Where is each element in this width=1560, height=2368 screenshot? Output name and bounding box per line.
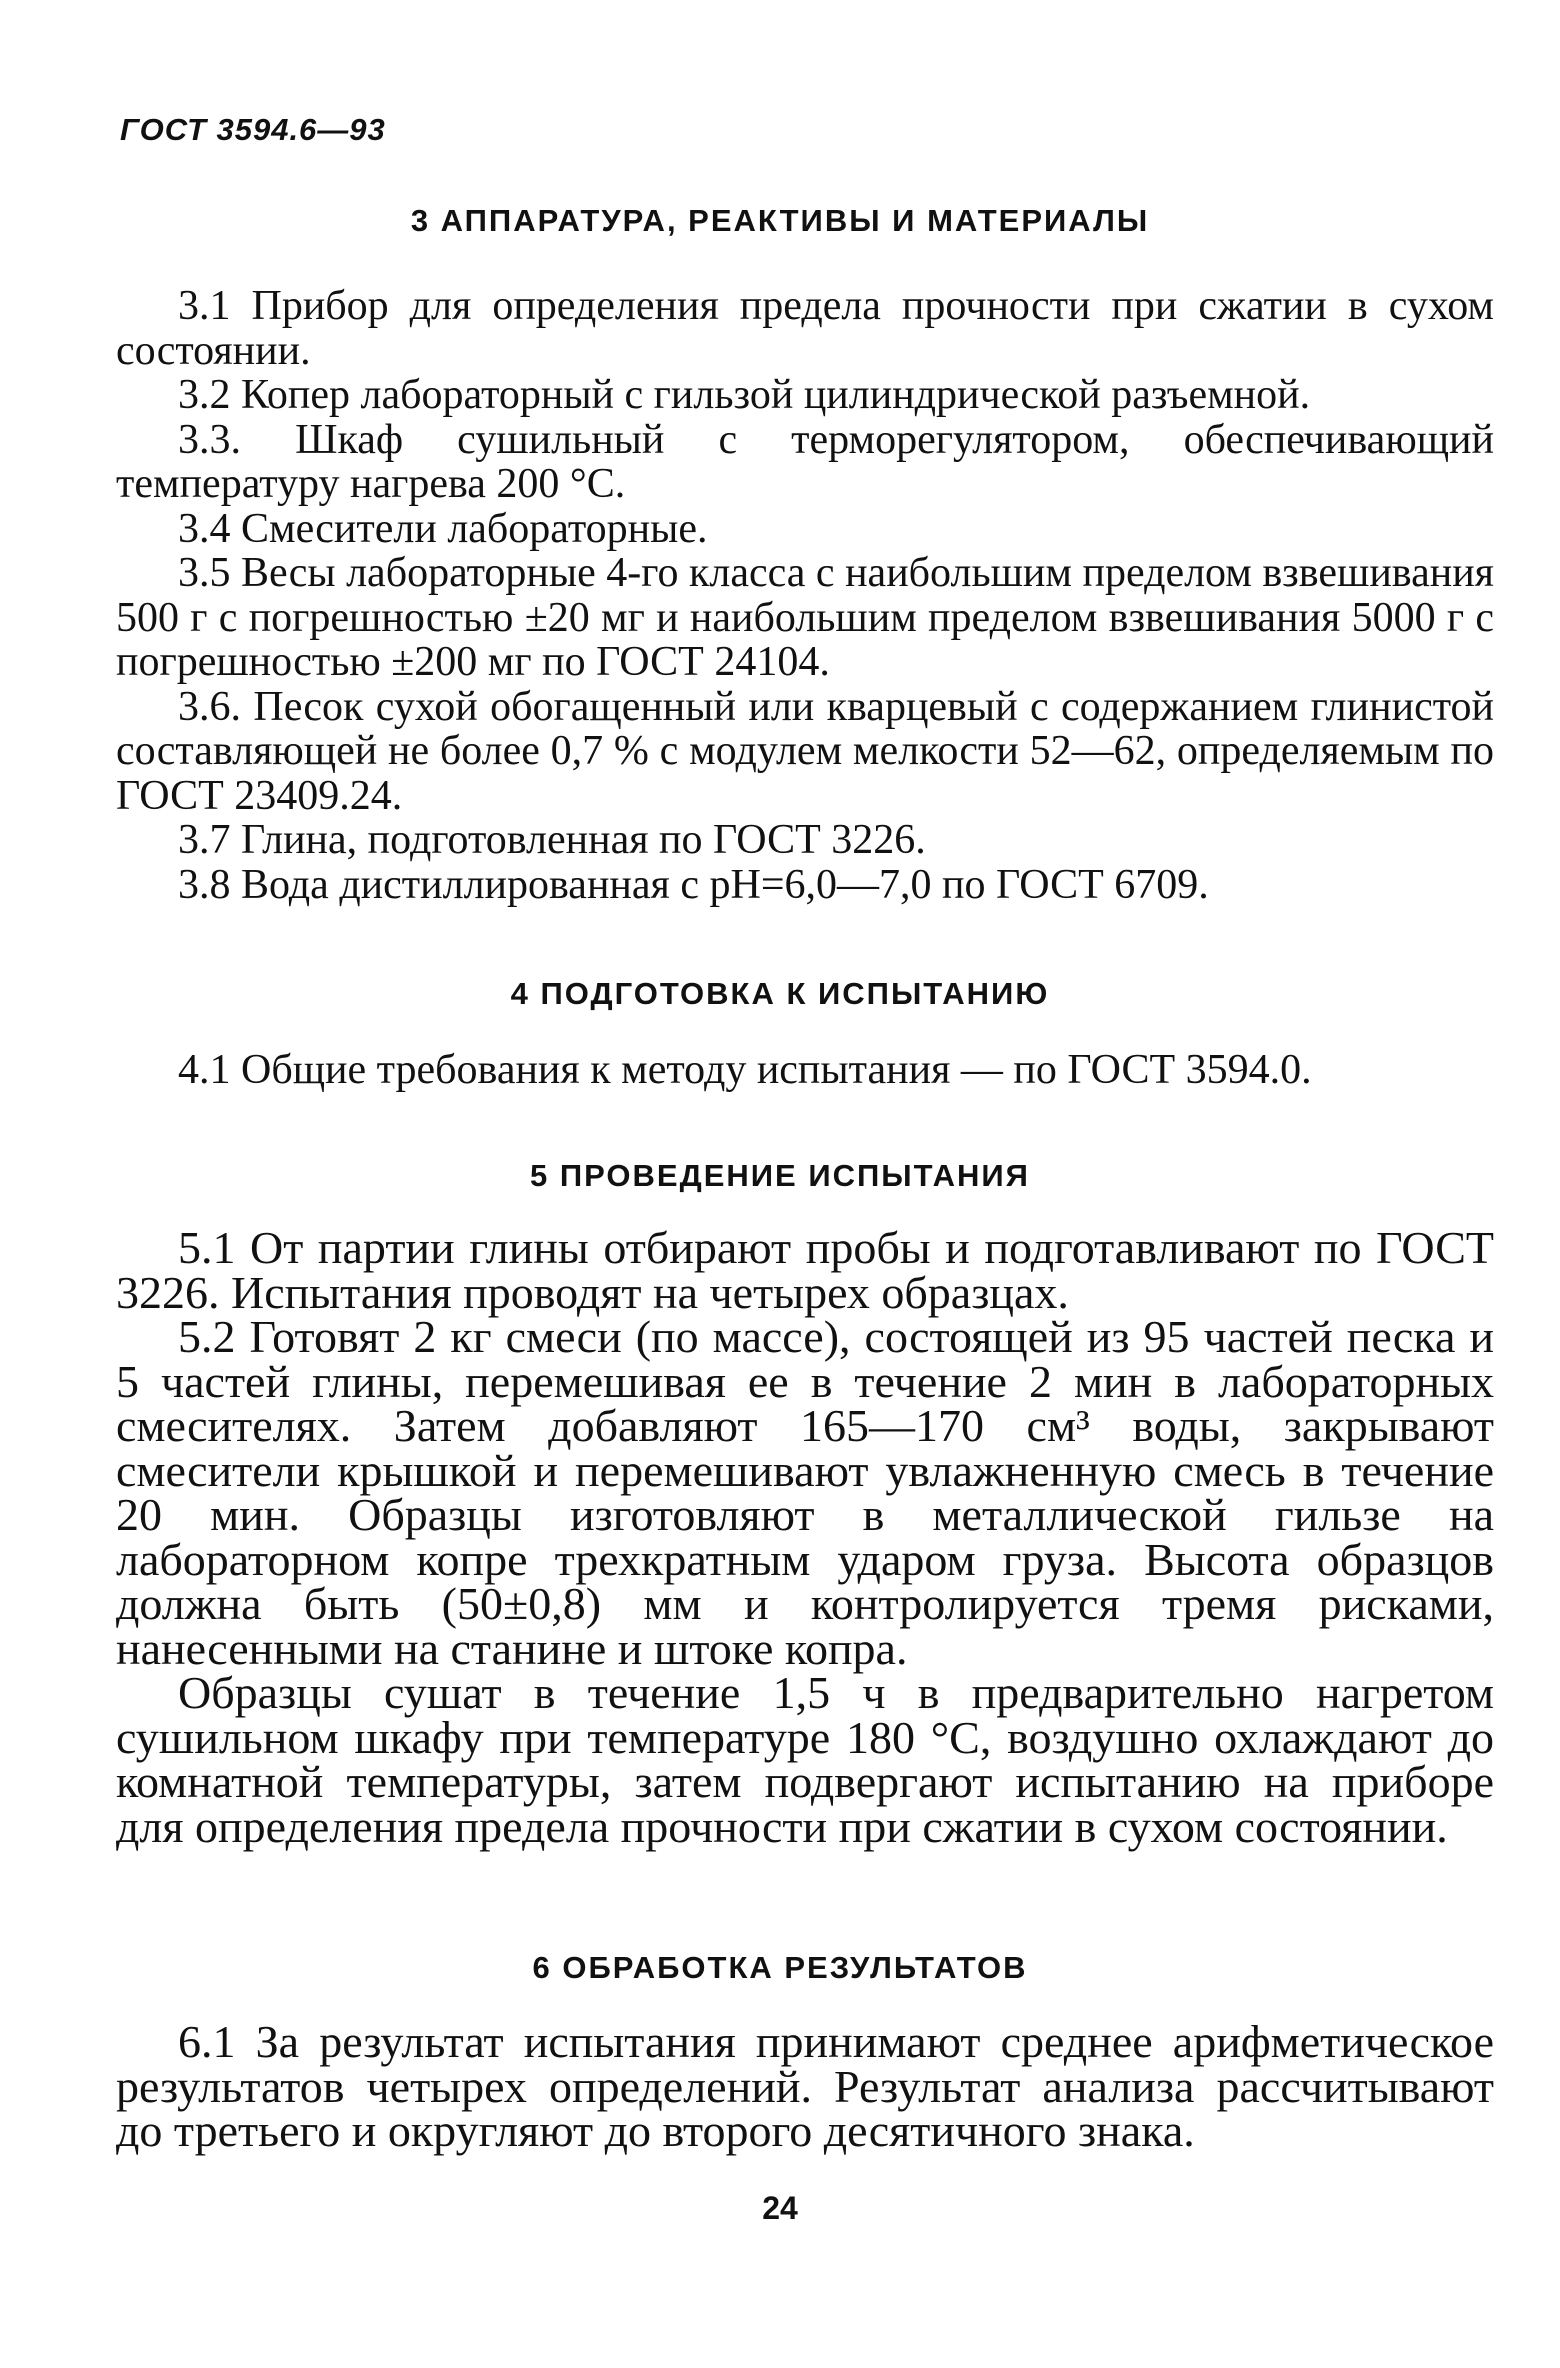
paragraph-3-1: 3.1 Прибор для определения предела прочности при сжатии в сухом состоянии. [116, 283, 1494, 374]
paragraph-5-2: 5.2 Готовят 2 кг смеси (по массе), состоящей из 95 частей песка и 5 частей глины, перемешивая ее в течение 2 мин в лабораторных смесителях. Затем добавляют 165—170 см³ воды, закрывают смесители крышкой и перемешивают увлажненную смесь в течение 20 мин. Образцы изготовляют в металлической гильзе на лабораторном копре трехкратным ударом груза. Высота образцов должна быть (50±0,8) мм и контролируется тремя рисками, нанесенными на станине и штоке копра. [116, 1311, 1494, 1674]
paragraph-6-1: 6.1 За результат испытания принимают среднее арифметическое результатов четырех определений. Результат анализа рассчитывают до третьего и округляют до второго десятичного знака. [116, 2016, 1494, 2156]
paragraph-3-2: 3.2 Копер лабораторный с гильзой цилиндрической разъемной. [178, 372, 1311, 418]
paragraph-3-5: 3.5 Весы лабораторные 4-го класса с наибольшим пределом взвешивания 500 г с погрешностью ±20 мг и наибольшим пределом взвешивания 5000 г с погрешностью ±200 мг по ГОСТ 24104. [116, 550, 1494, 685]
section-4-body [116, 1048, 1494, 1093]
section-3-title: 3 АППАРАТУРА, РЕАКТИВЫ И МАТЕРИАЛЫ [410, 203, 1150, 238]
paragraph-5-3: Образцы сушат в течение 1,5 ч в предварительно нагретом сушильном шкафу при температуре 180 °С, воздушно охлаждают до комнатной температуры, затем подвергают испытанию на приборе для определения предела прочности при сжатии в сухом состоянии. [116, 1667, 1494, 1852]
document-header: ГОСТ 3594.6—93 [120, 112, 386, 147]
paragraph-3-7: 3.7 Глина, подготовленная по ГОСТ 3226. [178, 817, 926, 863]
paragraph-4-1: 4.1 Общие требования к методу испытания — по ГОСТ 3594.0. [178, 1047, 1312, 1093]
section-6-body [116, 2016, 1494, 2156]
section-4-title: 4 ПОДГОТОВКА К ИСПЫТАНИЮ [510, 976, 1050, 1011]
paragraph-3-8: 3.8 Вода дистиллированная с pH=6,0—7,0 по ГОСТ 6709. [178, 861, 1209, 908]
section-5-title: 5 ПРОВЕДЕНИЕ ИСПЫТАНИЯ [530, 1158, 1030, 1193]
page-number: 24 [762, 2190, 798, 2226]
paragraph-3-4: 3.4 Смесители лабораторные. [178, 505, 708, 552]
paragraph-5-1: 5.1 От партии глины отбирают пробы и подготавливают по ГОСТ 3226. Испытания проводят на четырех образцах. [116, 1222, 1494, 1318]
paragraph-3-3: 3.3. Шкаф сушильный с терморегулятором, обеспечивающий температуру нагрева 200 °С. [116, 416, 1494, 507]
section-6-title: 6 ОБРАБОТКА РЕЗУЛЬТАТОВ [532, 1950, 1028, 1985]
paragraph-3-6: 3.6. Песок сухой обогащенный или кварцевый с содержанием глинистой составляющей не более 0,7 % с модулем мелкости 52—62, определяемым по ГОСТ 23409.24. [116, 683, 1494, 819]
section-3-body [116, 284, 1494, 907]
section-5-body [116, 1222, 1494, 1852]
